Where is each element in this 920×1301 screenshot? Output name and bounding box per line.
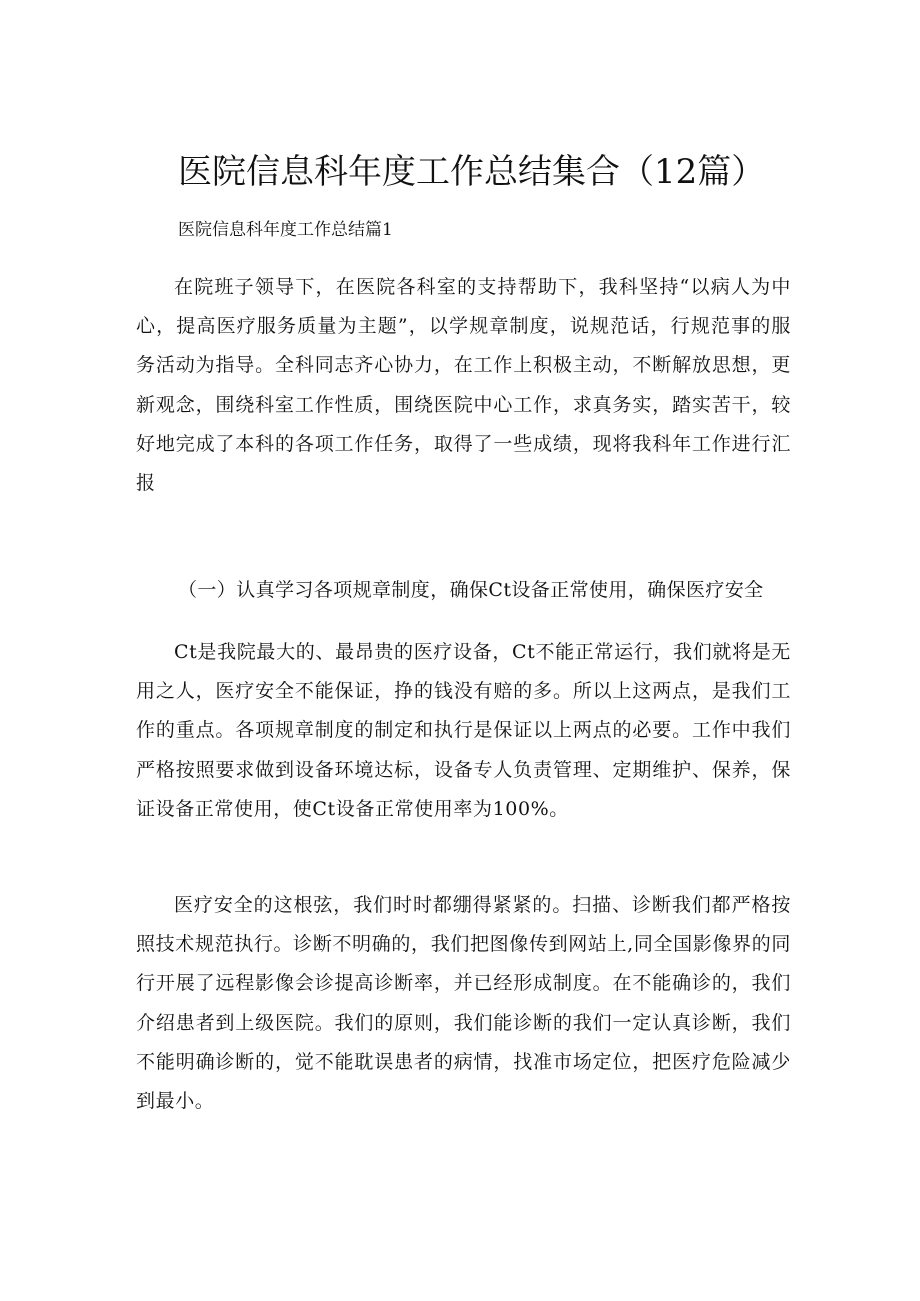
paragraph-ct-equipment: Ct是我院最大的、最昂贵的医疗设备，Ct不能正常运行，我们就将是无用之人，医疗安全不能保证，挣的钱没有赔的多。所以上这两点，是我们工作的重点。各项规章制度的制定和执行是保证以上两点的必要。工作中我们严格按照要求做到设备环境达标，设备专人负责管理、定期维护、保养，保证设备正常使用，使Ct设备正常使用率为100%。	[136, 641, 791, 820]
paragraph-intro: 在院班子领导下，在医院各科室的支持帮助下，我科坚持“以病人为中心，提高医疗服务质量为主题”，以学规章制度，说规范话，行规范事的服务活动为指导。全科同志齐心协力，在工作上积极主动，不断解放思想，更新观念，围绕科室工作性质，围绕医院中心工作，求真务实，踏实苦干，较好地完成了本科的各项工作任务，取得了一些成绩，现将我科年工作进行汇报	[136, 276, 791, 495]
document-title: 医院信息科年度工作总结集合（12篇）	[178, 152, 766, 192]
paragraph-medical-safety: 医疗安全的这根弦，我们时时都绷得紧紧的。扫描、诊断我们都严格按照技术规范执行。诊断不明确的，我们把图像传到网站上,同全国影像界的同行开展了远程影像会诊提高诊断率，并已经形成制度。在不能确诊的，我们介绍患者到上级医院。我们的原则，我们能诊断的我们一定认真诊断，我们不能明确诊断的，觉不能耽误患者的病情，找准市场定位，把医疗危险减少到最小。	[136, 894, 791, 1113]
document-subtitle: 医院信息科年度工作总结篇1	[178, 220, 393, 240]
section-heading: （一）认真学习各项规章制度，确保Ct设备正常使用，确保医疗安全	[178, 579, 764, 601]
